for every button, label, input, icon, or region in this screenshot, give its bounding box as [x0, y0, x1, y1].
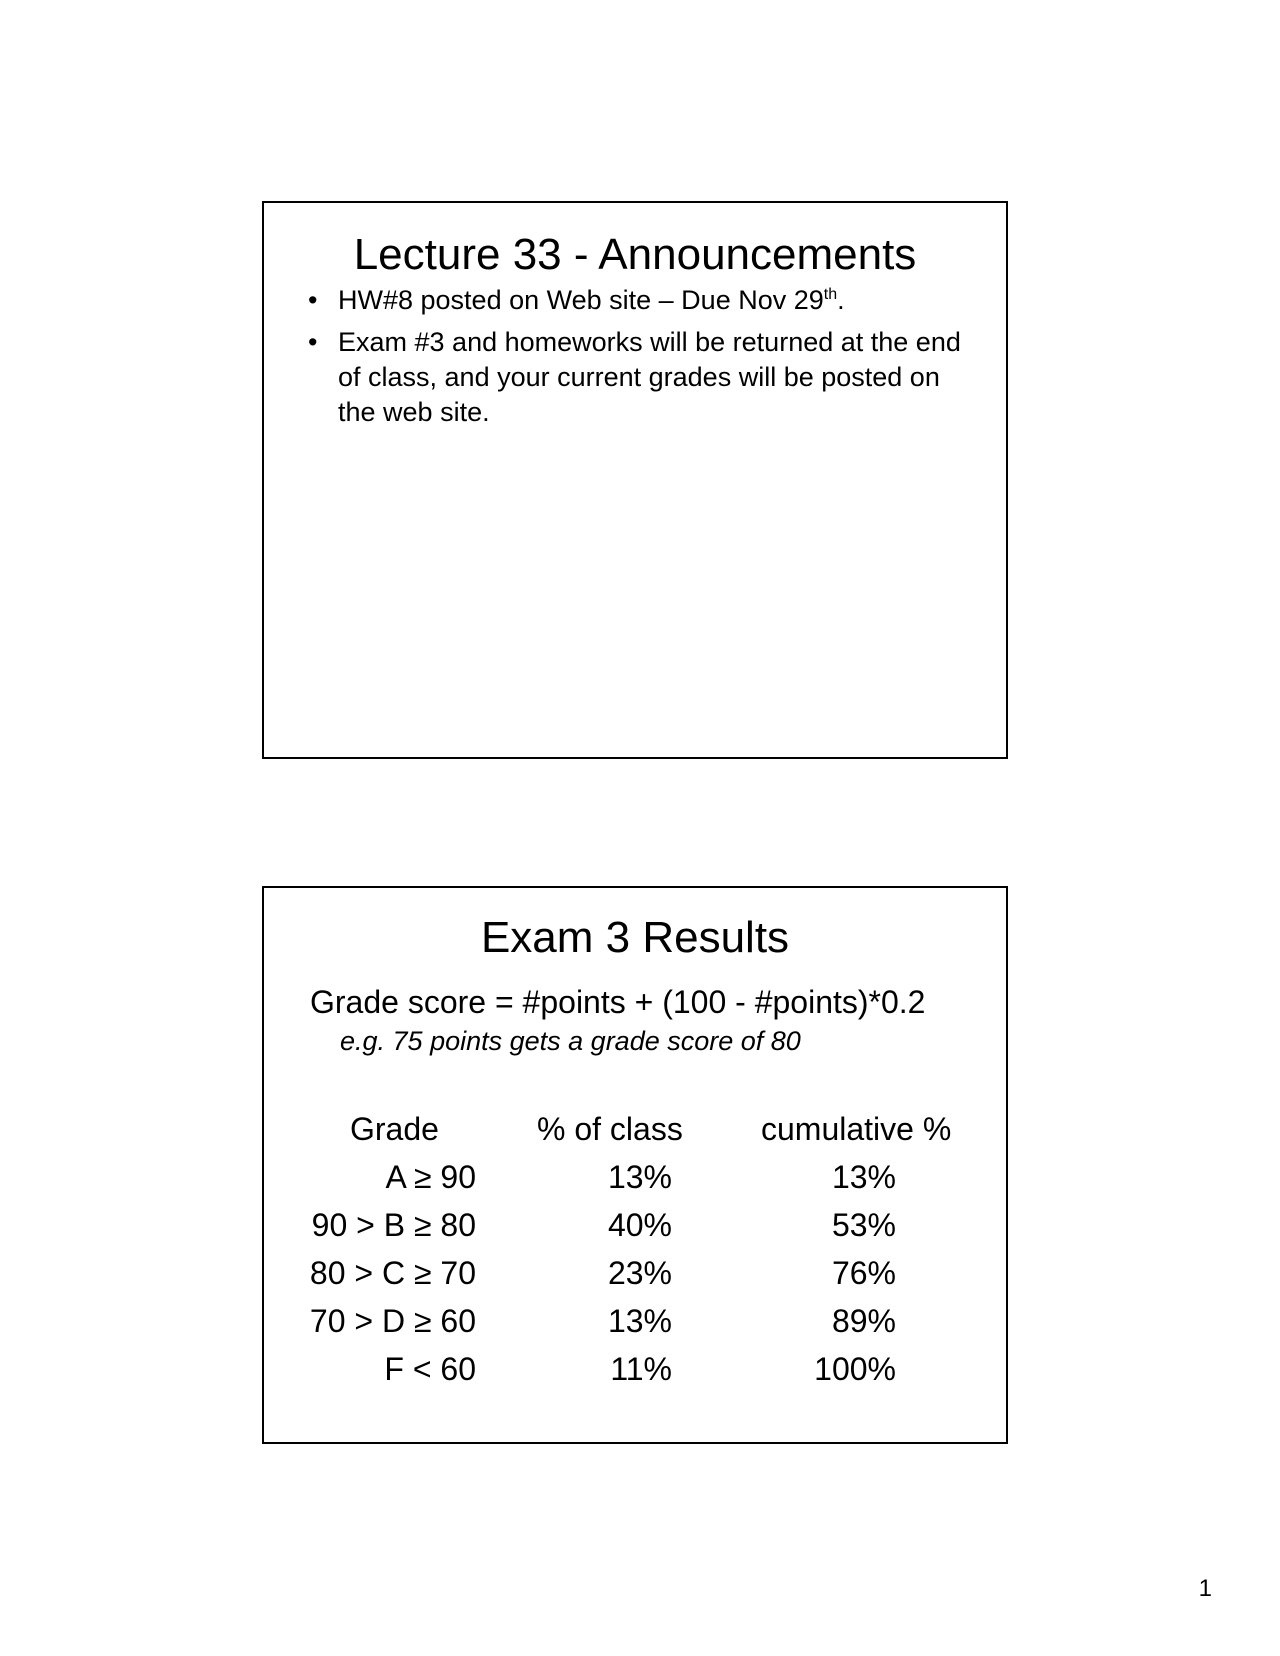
- percent-cell: 40%: [607, 1207, 672, 1243]
- bullet-icon: •: [308, 285, 318, 315]
- cumulative-cell: 89%: [831, 1303, 896, 1339]
- table-row: [264, 1161, 1006, 1209]
- grade-distribution-table: [264, 1113, 1006, 1401]
- table-header-row: [264, 1113, 1006, 1161]
- table-row: [264, 1305, 1006, 1353]
- cumulative-cell: 100%: [814, 1351, 896, 1387]
- column-header-grade: Grade: [350, 1111, 439, 1147]
- formula-example: e.g. 75 points gets a grade score of 80: [340, 1026, 801, 1056]
- cumulative-cell: 76%: [831, 1255, 896, 1291]
- percent-cell: 11%: [610, 1351, 672, 1387]
- column-header-cumulative: cumulative %: [761, 1111, 952, 1147]
- slide-title: Exam 3 Results: [480, 913, 790, 962]
- percent-cell: 13%: [607, 1303, 672, 1339]
- grade-cell: 70 > D ≥ 60: [309, 1303, 476, 1339]
- grade-formula: Grade score = #points + (100 - #points)*0.2: [310, 984, 926, 1020]
- percent-cell: 23%: [607, 1255, 672, 1291]
- page-number: 1: [1198, 1575, 1212, 1602]
- table-row: [264, 1257, 1006, 1305]
- bullet-list: [308, 283, 968, 437]
- slide-exam-results: [262, 886, 1008, 1444]
- bullet-text: Exam #3 and homeworks will be returned at the end of class, and your current grades will be posted on the web site.: [338, 327, 961, 427]
- grade-cell: 80 > C ≥ 70: [309, 1255, 476, 1291]
- column-header-percent: % of class: [537, 1111, 683, 1147]
- cumulative-cell: 13%: [831, 1159, 896, 1195]
- bullet-item: [308, 325, 968, 430]
- grade-cell: F < 60: [384, 1351, 476, 1387]
- bullet-text: HW#8 posted on Web site – Due Nov 29: [338, 285, 824, 315]
- slide-announcements: [262, 201, 1008, 759]
- bullet-icon: •: [308, 327, 318, 357]
- grade-cell: 90 > B ≥ 80: [311, 1207, 476, 1243]
- bullet-suffix: .: [837, 285, 845, 315]
- table-row: [264, 1209, 1006, 1257]
- superscript: th: [823, 286, 838, 303]
- grade-cell: A ≥ 90: [385, 1159, 476, 1195]
- bullet-item: [308, 283, 968, 318]
- percent-cell: 13%: [607, 1159, 672, 1195]
- cumulative-cell: 53%: [831, 1207, 896, 1243]
- table-row: [264, 1353, 1006, 1401]
- slide-title: Lecture 33 - Announcements: [353, 230, 917, 279]
